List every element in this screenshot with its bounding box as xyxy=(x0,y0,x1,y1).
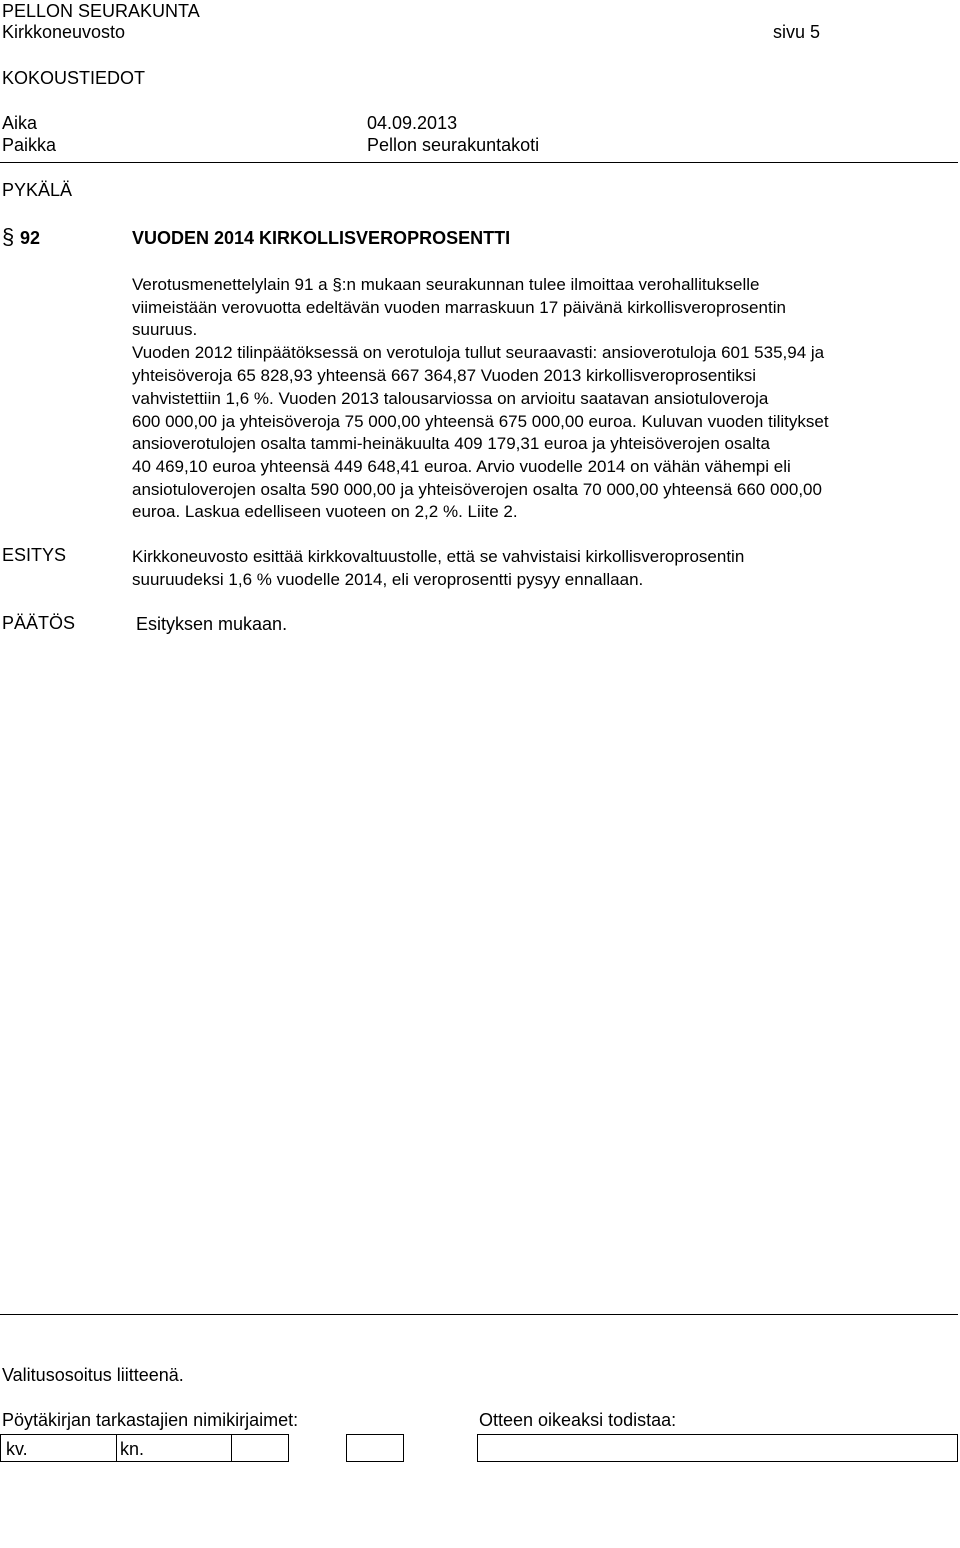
body-line: euroa. Laskua edelliseen vuoteen on 2,2 %. Liite 2. xyxy=(132,502,518,521)
body-line: 600 000,00 ja yhteisöveroja 75 000,00 yhteensä 675 000,00 euroa. Kuluvan vuoden tilitykset xyxy=(132,412,829,431)
organization-name: PELLON SEURAKUNTA xyxy=(2,1,200,21)
body-line: Vuoden 2012 tilinpäätöksessä on verotuloja tullut seuraavasti: ansioverotuloja 601 535,94 ja xyxy=(132,343,825,362)
signature-box xyxy=(346,1434,404,1462)
proposal-line: Kirkkoneuvosto esittää kirkkovaltuustolle, että se vahvistaisi kirkollisveroprosentin xyxy=(132,547,745,566)
signature-box-label: kv. xyxy=(6,1439,28,1459)
body-line: vahvistettiin 1,6 %. Vuoden 2013 talousarviossa on arvioitu saatavan ansiotuloveroja xyxy=(132,389,769,408)
proposal-line: suuruudeksi 1,6 % vuodelle 2014, eli veroprosentti pysyy ennallaan. xyxy=(132,570,644,589)
paragraph-label: PYKÄLÄ xyxy=(2,180,73,200)
place-label: Paikka xyxy=(2,135,57,155)
item-title: VUODEN 2014 KIRKOLLISVEROPROSENTTI xyxy=(132,228,511,248)
meeting-body: Kirkkoneuvosto xyxy=(2,22,126,42)
signature-box xyxy=(231,1434,289,1462)
paragraph-symbol: § xyxy=(2,224,15,249)
appeal-instructions: Valitusosoitus liitteenä. xyxy=(2,1365,184,1385)
time-label: Aika xyxy=(2,113,38,133)
section-heading: KOKOUSTIEDOT xyxy=(2,68,146,88)
certified-copy-label: Otteen oikeaksi todistaa: xyxy=(479,1410,677,1430)
header-divider xyxy=(0,162,958,163)
intro-line: suuruus. xyxy=(132,320,198,339)
decision-text: Esityksen mukaan. xyxy=(136,614,288,634)
proposal-label: ESITYS xyxy=(2,545,67,565)
body-line: ansioverotulojen osalta tammi-heinäkuulta 409 179,31 euroa ja yhteisöverojen osalta xyxy=(132,434,770,453)
signature-box-kv xyxy=(0,1434,117,1462)
inspectors-initials-label: Pöytäkirjan tarkastajien nimikirjaimet: xyxy=(2,1410,299,1430)
intro-line: viimeistään verovuotta edeltävän vuoden marraskuun 17 päivänä kirkollisveroprosentin xyxy=(132,298,786,317)
time-value: 04.09.2013 xyxy=(367,113,458,133)
body-line: yhteisöveroja 65 828,93 yhteensä 667 364,87 Vuoden 2013 kirkollisveroprosentiksi xyxy=(132,366,757,385)
footer-divider xyxy=(0,1314,958,1315)
page-number: sivu 5 xyxy=(773,22,821,42)
certification-signature-box xyxy=(477,1434,958,1462)
body-line: 40 469,10 euroa yhteensä 449 648,41 euroa. Arvio vuodelle 2014 on vähän vähempi eli xyxy=(132,457,791,476)
item-number: 92 xyxy=(20,228,41,248)
signature-box-label: kn. xyxy=(120,1439,145,1459)
intro-line: Verotusmenettelylain 91 a §:n mukaan seurakunnan tulee ilmoittaa verohallitukselle xyxy=(132,275,760,294)
decision-label: PÄÄTÖS xyxy=(2,613,76,633)
body-line: ansiotuloverojen osalta 590 000,00 ja yhteisöverojen osalta 70 000,00 yhteensä 660 000,00 xyxy=(132,480,822,499)
place-value: Pellon seurakuntakoti xyxy=(367,135,540,155)
signature-box-kn xyxy=(116,1434,232,1462)
